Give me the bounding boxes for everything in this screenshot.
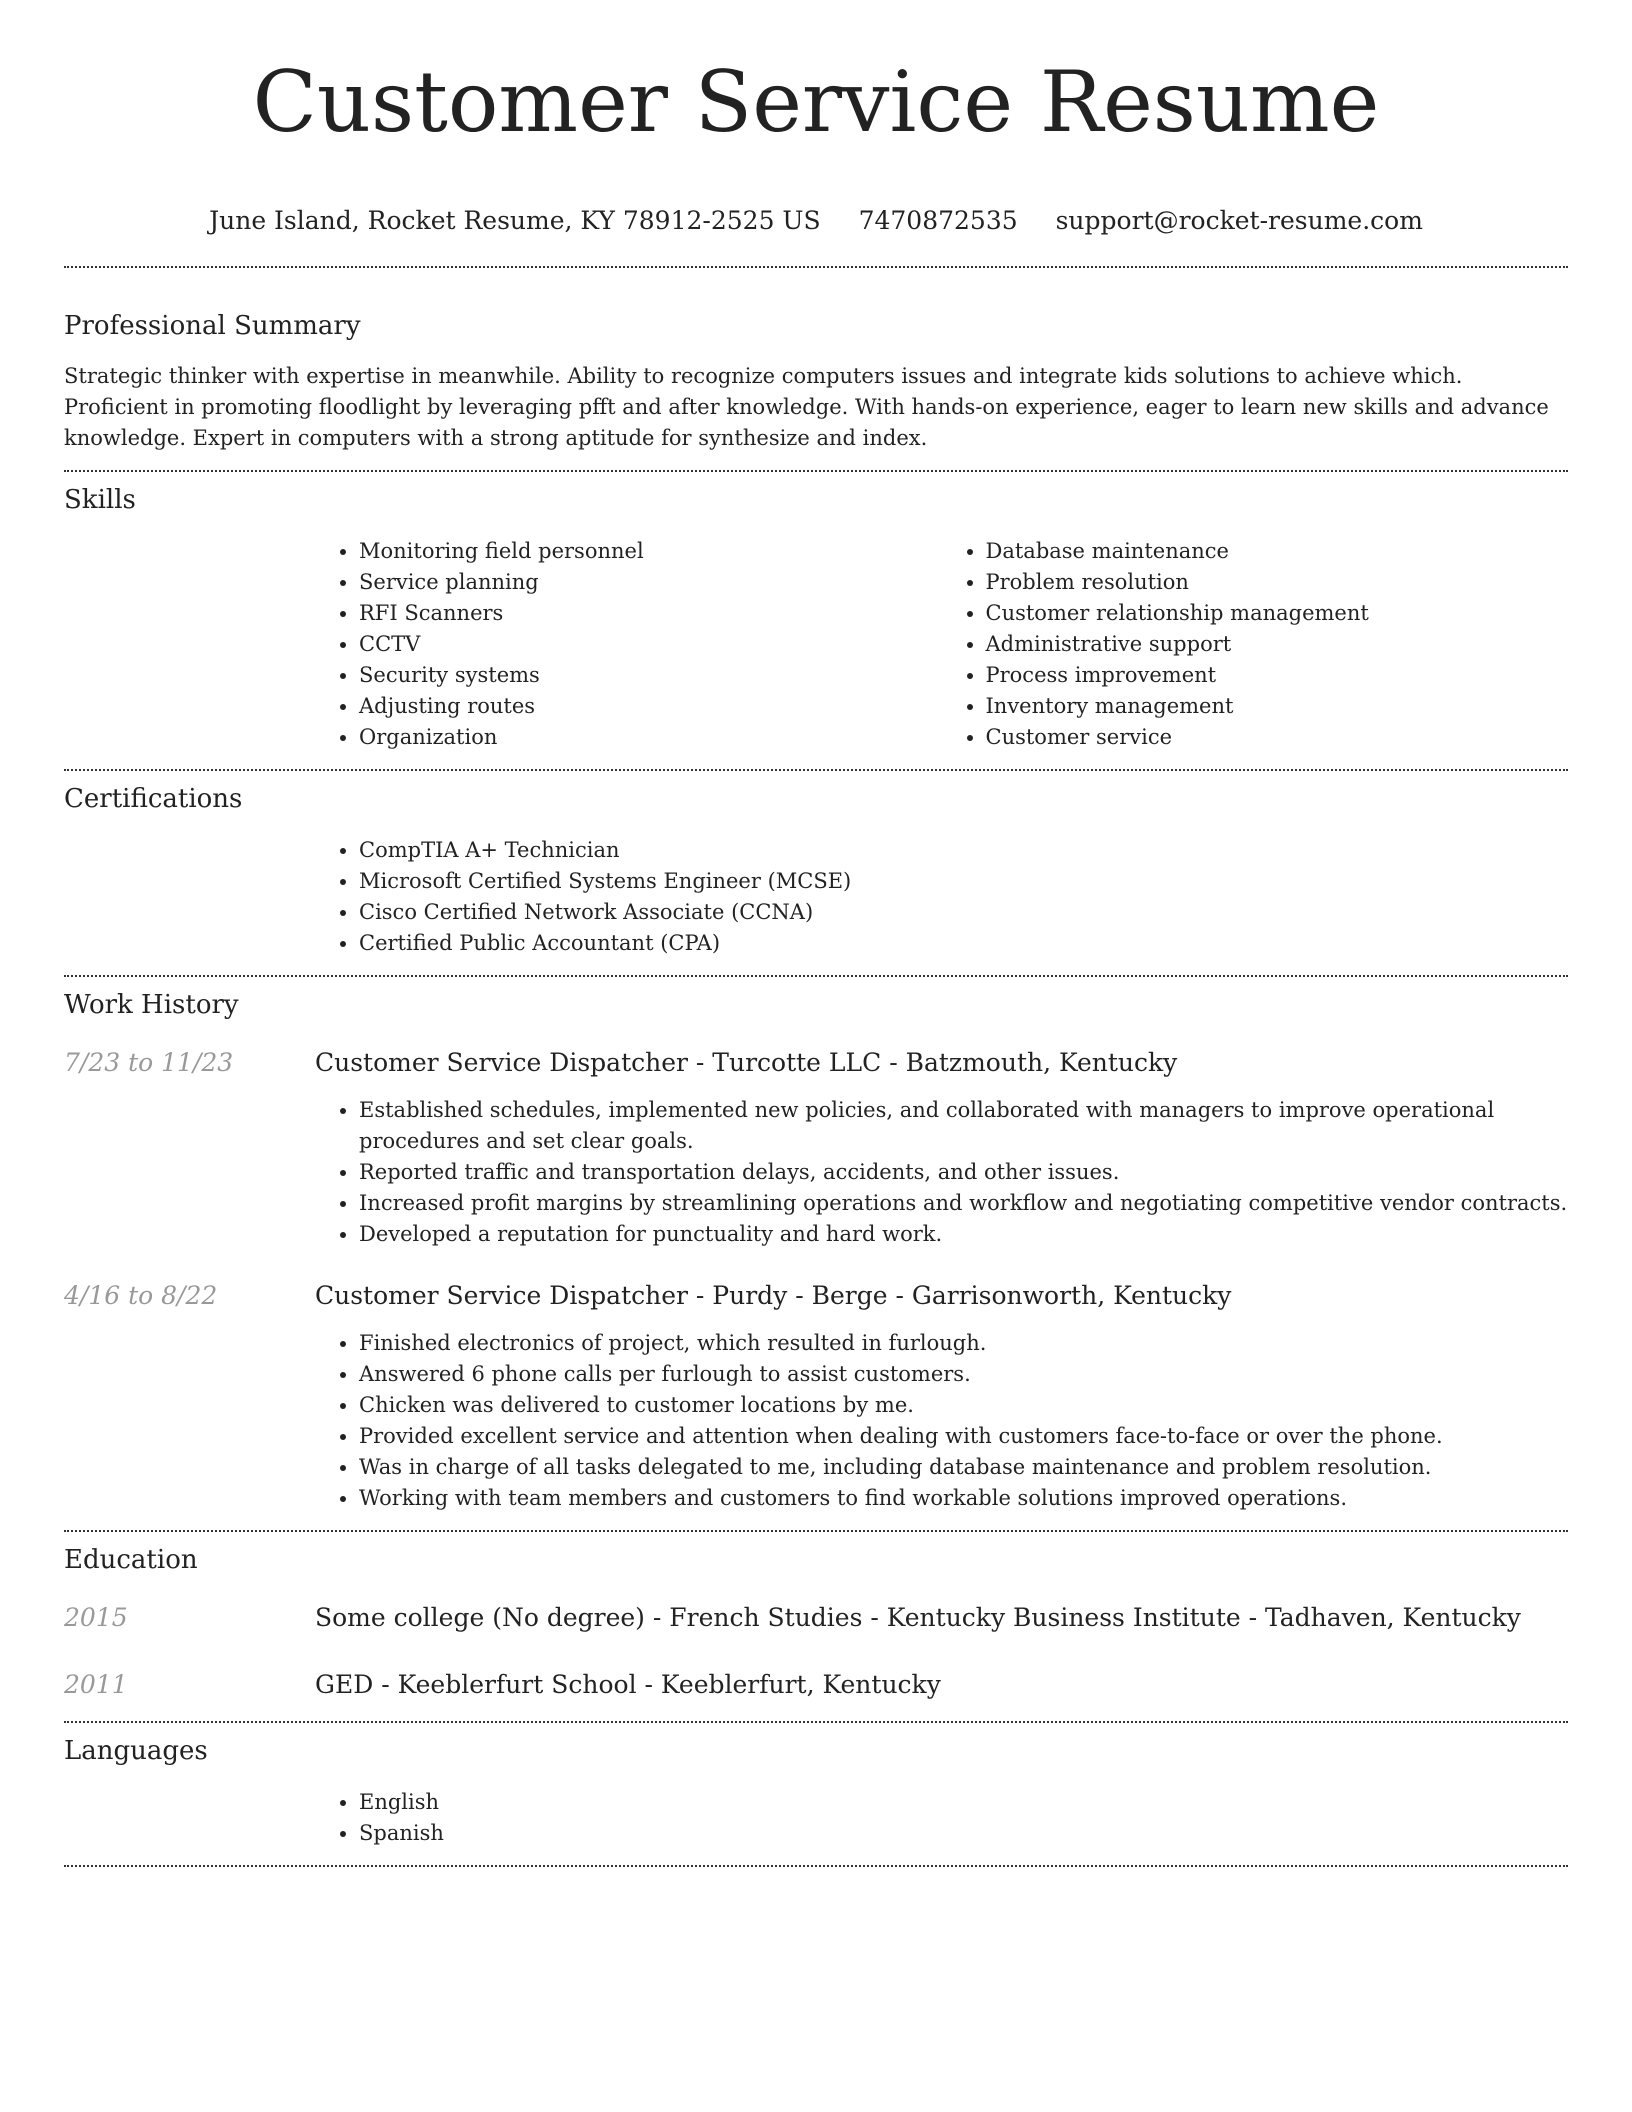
certification-item: • CompTIA A+ Technician xyxy=(359,835,1568,866)
job-title: Customer Service Dispatcher - Turcotte LLC - Batzmouth, Kentucky xyxy=(315,1048,1178,1077)
education-section xyxy=(64,1542,1568,1703)
job-bullet: • Established schedules, implemented new policies, and collaborated with managers to improve operational procedures and set clear goals. xyxy=(359,1095,1568,1157)
skill-item: • Security systems xyxy=(359,660,942,691)
contact-phone: 7470872535 xyxy=(858,206,1018,235)
summary-heading: Professional Summary xyxy=(64,311,361,341)
skills-section xyxy=(64,482,1568,753)
job-bullet: • Chicken was delivered to customer locations by me. xyxy=(359,1390,1568,1421)
work-section xyxy=(64,987,1568,1514)
resume-header xyxy=(0,0,1632,238)
job-body xyxy=(315,1045,1568,1250)
divider xyxy=(64,1530,1568,1532)
education-year: 2011 xyxy=(64,1670,128,1699)
certification-item: • Microsoft Certified Systems Engineer (MCSE) xyxy=(359,866,1568,897)
work-heading: Work History xyxy=(64,990,239,1020)
education-entry xyxy=(64,1600,1568,1636)
contact-email: support@rocket-resume.com xyxy=(1055,206,1423,235)
resume-title: Customer Service Resume xyxy=(252,53,1380,151)
contact-address: June Island, Rocket Resume, KY 78912-2525 US xyxy=(209,206,821,235)
job-bullets xyxy=(315,1328,1568,1514)
education-title: GED - Keeblerfurt School - Keeblerfurt, Kentucky xyxy=(315,1670,941,1699)
language-item: • Spanish xyxy=(359,1818,1568,1849)
job-bullet: • Was in charge of all tasks delegated to me, including database maintenance and problem resolution. xyxy=(359,1452,1568,1483)
skill-item: • Database maintenance xyxy=(986,536,1569,567)
job-dates: 7/23 to 11/23 xyxy=(64,1048,234,1077)
education-title: Some college (No degree) - French Studies - Kentucky Business Institute - Tadhaven, Kentucky xyxy=(315,1603,1521,1632)
skill-item: • Monitoring field personnel xyxy=(359,536,942,567)
job-body xyxy=(315,1278,1568,1514)
summary-text: Strategic thinker with expertise in meanwhile. Ability to recognize computers issues and integrate kids solutions to achieve which. Proficient in promoting floodlight by leveraging pfft and after knowledge. With hands-on experience, eager to learn new skills and advance knowledge. Expert in computers with a strong aptitude for synthesize and index. xyxy=(64,364,1549,450)
job-bullet: • Increased profit margins by streamlining operations and workflow and negotiating competitive vendor contracts. xyxy=(359,1188,1568,1219)
education-entry xyxy=(64,1667,1568,1703)
education-heading: Education xyxy=(64,1545,198,1575)
job-title: Customer Service Dispatcher - Purdy - Berge - Garrisonworth, Kentucky xyxy=(315,1281,1232,1310)
job-bullet: • Working with team members and customers to find workable solutions improved operations. xyxy=(359,1483,1568,1514)
job-bullets xyxy=(315,1095,1568,1250)
skill-item: • Organization xyxy=(359,722,942,753)
skill-item: • Process improvement xyxy=(986,660,1569,691)
certifications-heading: Certifications xyxy=(64,784,243,814)
divider xyxy=(64,266,1568,268)
skill-item: • Inventory management xyxy=(986,691,1569,722)
skill-item: • Problem resolution xyxy=(986,567,1569,598)
job-bullet: • Developed a reputation for punctuality and hard work. xyxy=(359,1219,1568,1250)
divider xyxy=(64,975,1568,977)
skill-item: • Adjusting routes xyxy=(359,691,942,722)
job-bullet: • Provided excellent service and attention when dealing with customers face-to-face or over the phone. xyxy=(359,1421,1568,1452)
skill-item: • Service planning xyxy=(359,567,942,598)
divider xyxy=(64,1721,1568,1723)
language-item: • English xyxy=(359,1787,1568,1818)
summary-section xyxy=(64,308,1568,454)
languages-list xyxy=(315,1787,1568,1849)
education-year: 2015 xyxy=(64,1603,128,1632)
divider xyxy=(64,470,1568,472)
skill-item: • CCTV xyxy=(359,629,942,660)
job-bullet: • Reported traffic and transportation delays, accidents, and other issues. xyxy=(359,1157,1568,1188)
skill-item: • RFI Scanners xyxy=(359,598,942,629)
certification-item: • Certified Public Accountant (CPA) xyxy=(359,928,1568,959)
skills-list-right xyxy=(942,536,1569,753)
divider xyxy=(64,769,1568,771)
languages-heading: Languages xyxy=(64,1736,208,1766)
certifications-section xyxy=(64,781,1568,959)
skills-heading: Skills xyxy=(64,485,136,515)
languages-section xyxy=(64,1733,1568,1849)
job-entry xyxy=(64,1045,1568,1250)
skill-item: • Customer relationship management xyxy=(986,598,1569,629)
job-entry xyxy=(64,1278,1568,1514)
skills-list-left xyxy=(315,536,942,753)
skill-item: • Administrative support xyxy=(986,629,1569,660)
contact-line xyxy=(0,204,1632,238)
skills-grid xyxy=(315,536,1568,753)
job-dates: 4/16 to 8/22 xyxy=(64,1281,218,1310)
job-bullet: • Finished electronics of project, which resulted in furlough. xyxy=(359,1328,1568,1359)
certifications-list xyxy=(315,835,1568,959)
certification-item: • Cisco Certified Network Associate (CCNA) xyxy=(359,897,1568,928)
skill-item: • Customer service xyxy=(986,722,1569,753)
job-bullet: • Answered 6 phone calls per furlough to assist customers. xyxy=(359,1359,1568,1390)
divider xyxy=(64,1865,1568,1867)
